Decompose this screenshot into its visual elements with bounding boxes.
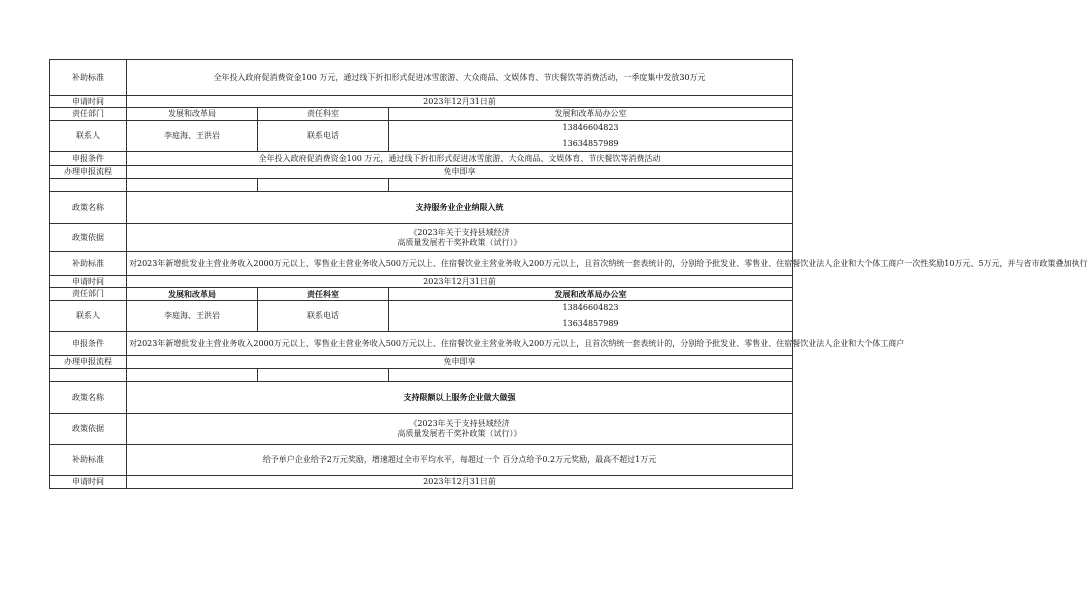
contact-label: 联系人: [50, 121, 127, 152]
subsidy-label: 补助标准: [50, 252, 127, 276]
apply-time-value: 2023年12月31日前: [127, 276, 793, 288]
policy-basis-line: 《2023年关于支持县域经济: [409, 227, 510, 237]
process-label: 办理申报流程: [50, 166, 127, 179]
subsidy-label: 补助标准: [50, 445, 127, 476]
table-row: [50, 192, 793, 224]
policy-name-title: 支持限额以上服务企业做大做强: [127, 382, 793, 414]
phone-value: [389, 121, 793, 152]
contact-value: 李庭海、王洪岩: [127, 301, 258, 332]
spacer-row: [50, 179, 793, 192]
phone-value: [389, 301, 793, 332]
policy-basis-line: 《2023年关于支持县域经济: [409, 419, 510, 428]
table-row: [50, 276, 793, 288]
table-row: [50, 121, 793, 152]
subsidy-label: 补助标准: [50, 60, 127, 96]
contact-label: 联系人: [50, 301, 127, 332]
office-label: 责任科室: [258, 108, 389, 121]
apply-time-label: 申请时间: [50, 96, 127, 108]
phone-label: 联系电话: [258, 121, 389, 152]
policy-name-label: 政策名称: [50, 192, 127, 224]
phone-number: 13846604823: [562, 123, 619, 132]
office-value: 发展和改革局办公室: [389, 288, 793, 301]
table-row: [50, 476, 793, 489]
table-row: [50, 332, 793, 356]
process-value: 免申即享: [127, 356, 793, 369]
table-row: [50, 445, 793, 476]
table-row: [50, 288, 793, 301]
conditions-value: 全年投入政府促消费资金100 万元，通过线下折扣形式促进冰雪旅游、大众商品、文娱体育、节庆餐饮等消费活动: [127, 152, 793, 166]
apply-time-label: 申请时间: [50, 476, 127, 489]
table-row: [50, 224, 793, 252]
dept-value: 发展和改革局: [127, 108, 258, 121]
office-value: 发展和改革局办公室: [389, 108, 793, 121]
table-row: [50, 166, 793, 179]
subsidy-value: 对2023年新增批发业主营业务收入2000万元以上、零售业主营业务收入500万元以上、住宿餐饮业主营业务收入200万元以上，且首次纳统一套表统计的，分别给予批发业、零售业、住宿餐饮业法人企业和大个体工商户一次性奖励10万元、5万元，并与省市政策叠加执行: [127, 252, 793, 276]
spacer-row: [50, 369, 793, 382]
apply-time-label: 申请时间: [50, 276, 127, 288]
policy-basis-label: 政策依据: [50, 414, 127, 445]
phone-label: 联系电话: [258, 301, 389, 332]
table-row: [50, 414, 793, 445]
phone-number: 13846604823: [562, 303, 619, 312]
table-row: [50, 252, 793, 276]
subsidy-value: 全年投入政府促消费资金100 万元，通过线下折扣形式促进冰雪旅游、大众商品、文娱体育、节庆餐饮等消费活动，一季度集中发放30万元: [127, 60, 793, 96]
table-row: [50, 301, 793, 332]
conditions-label: 申报条件: [50, 332, 127, 356]
table-row: [50, 96, 793, 108]
table-row: [50, 60, 793, 96]
dept-label: 责任部门: [50, 108, 127, 121]
contact-value: 李庭海、王洪岩: [127, 121, 258, 152]
phone-number: 13634857989: [562, 319, 619, 328]
dept-label: 责任部门: [50, 288, 127, 301]
policy-basis-label: 政策依据: [50, 224, 127, 252]
policy-basis-line: 高质量发展若干奖补政策（试行）》: [397, 237, 522, 247]
process-label: 办理申报流程: [50, 356, 127, 369]
process-value: 免申即享: [127, 166, 793, 179]
policy-basis-value: [127, 414, 793, 445]
dept-value: 发展和改革局: [127, 288, 258, 301]
apply-time-value: 2023年12月31日前: [127, 96, 793, 108]
policy-table: [49, 59, 1088, 489]
table-row: [50, 382, 793, 414]
office-label: 责任科室: [258, 288, 389, 301]
policy-basis-line: 高质量发展若干奖补政策（试行）》: [397, 429, 522, 438]
conditions-label: 申报条件: [50, 152, 127, 166]
table-row: [50, 152, 793, 166]
policy-basis-value: [127, 224, 793, 252]
policy-name-label: 政策名称: [50, 382, 127, 414]
table-row: [50, 356, 793, 369]
apply-time-value: 2023年12月31日前: [127, 476, 793, 489]
table-row: [50, 108, 793, 121]
phone-number: 13634857989: [562, 139, 619, 148]
subsidy-value: 给予单户企业给予2万元奖励，增速超过全市平均水平，每超过一个 百分点给予0.2万元奖励，最高不超过1万元: [127, 445, 793, 476]
policy-name-title: 支持服务业企业纳限入统: [127, 192, 793, 224]
conditions-value: 对2023年新增批发业主营业务收入2000万元以上、零售业主营业务收入500万元以上、住宿餐饮业主营业务收入200万元以上，且首次纳统一套表统计的，分别给予批发业、零售业、住宿餐饮业法人企业和大个体工商户: [127, 332, 793, 356]
